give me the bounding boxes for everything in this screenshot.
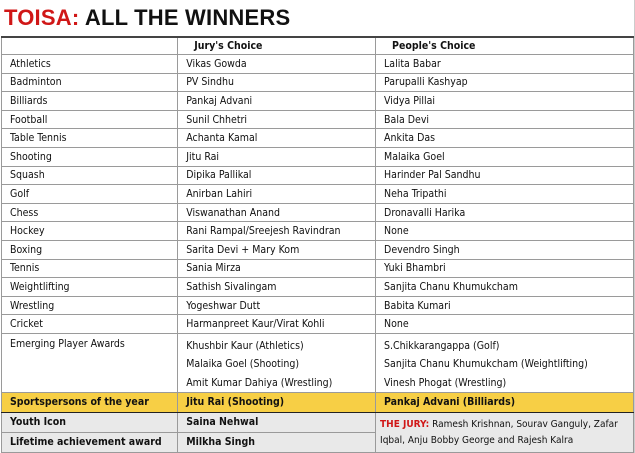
- header-row: [2, 37, 634, 55]
- table-row: [2, 73, 634, 92]
- people-choice-cell: Babita Kumari: [376, 296, 634, 315]
- category-cell: Squash: [2, 166, 178, 185]
- category-cell: Badminton: [2, 73, 178, 92]
- jury-choice-cell: Anirban Lahiri: [178, 185, 376, 204]
- jury-choice-cell: Pankaj Advani: [178, 92, 376, 111]
- emerging-people-entry: Sanjita Chanu Khumukcham (Weightlifting): [384, 358, 588, 371]
- jury-note-text: Ramesh Krishnan, Sourav Ganguly, Zafar Iqbal, Anju Bobby George and Rajesh Kalra: [380, 419, 618, 447]
- youth-icon-value-cell: Saina Nehwal: [178, 412, 376, 432]
- youth-icon-row: [2, 412, 634, 432]
- category-cell: Chess: [2, 203, 178, 222]
- title-prefix: TOISA:: [4, 5, 80, 30]
- category-cell: Shooting: [2, 147, 178, 166]
- jury-choice-cell: Sathish Sivalingam: [178, 278, 376, 297]
- jury-choice-cell: Rani Rampal/Sreejesh Ravindran: [178, 222, 376, 241]
- jury-note: [376, 415, 633, 449]
- people-choice-cell: Harinder Pal Sandhu: [376, 166, 634, 185]
- sportspersons-jury-cell: Jitu Rai (Shooting): [178, 392, 376, 412]
- emerging-jury-entry: Amit Kumar Dahiya (Wrestling): [186, 376, 333, 389]
- emerging-row: [2, 333, 634, 392]
- jury-choice-cell: Viswanathan Anand: [178, 203, 376, 222]
- category-cell: Table Tennis: [2, 129, 178, 148]
- jury-choice-cell: PV Sindhu: [178, 73, 376, 92]
- people-choice-cell: Devendro Singh: [376, 240, 634, 259]
- people-choice-cell: Malaika Goel: [376, 147, 634, 166]
- page-title: [0, 0, 635, 36]
- table-row: [2, 315, 634, 334]
- table-row: [2, 92, 634, 111]
- category-cell: Billiards: [2, 92, 178, 111]
- jury-choice-cell: Sunil Chhetri: [178, 110, 376, 129]
- category-cell: Athletics: [2, 55, 178, 74]
- winners-table: [1, 36, 634, 453]
- jury-note-cell: [376, 412, 634, 452]
- jury-note-label: THE JURY:: [380, 419, 430, 431]
- table-row: [2, 259, 634, 278]
- people-choice-cell: None: [376, 222, 634, 241]
- table-row: [2, 278, 634, 297]
- jury-choice-cell: Sania Mirza: [178, 259, 376, 278]
- lifetime-category-cell: Lifetime achievement award: [2, 432, 178, 452]
- people-choice-cell: Lalita Babar: [376, 55, 634, 74]
- table-row: [2, 240, 634, 259]
- table-row: [2, 147, 634, 166]
- category-cell: Boxing: [2, 240, 178, 259]
- title-text: ALL THE WINNERS: [84, 5, 291, 30]
- jury-choice-cell: Vikas Gowda: [178, 55, 376, 74]
- emerging-category-cell: Emerging Player Awards: [2, 333, 178, 392]
- jury-choice-cell: Achanta Kamal: [178, 129, 376, 148]
- people-choice-cell: Bala Devi: [376, 110, 634, 129]
- table-row: [2, 203, 634, 222]
- emerging-jury-entry: Malaika Goel (Shooting): [186, 358, 300, 371]
- people-choice-cell: Parupalli Kashyap: [376, 73, 634, 92]
- emerging-people-entry: S.Chikkarangappa (Golf): [384, 339, 500, 352]
- jury-choice-cell: Dipika Pallikal: [178, 166, 376, 185]
- category-cell: Tennis: [2, 259, 178, 278]
- sportspersons-category-cell: Sportspersons of the year: [2, 392, 178, 412]
- table-row: [2, 185, 634, 204]
- header-people: People's Choice: [376, 37, 634, 55]
- sportspersons-row: [2, 392, 634, 412]
- people-choice-cell: Sanjita Chanu Khumukcham: [376, 278, 634, 297]
- category-cell: Wrestling: [2, 296, 178, 315]
- table-row: [2, 296, 634, 315]
- category-cell: Hockey: [2, 222, 178, 241]
- emerging-people-entry: Vinesh Phogat (Wrestling): [384, 376, 507, 389]
- header-category: [2, 37, 178, 55]
- sportspersons-people-cell: Pankaj Advani (Billiards): [376, 392, 634, 412]
- youth-icon-category-cell: Youth Icon: [2, 412, 178, 432]
- emerging-jury-entry: Khushbir Kaur (Athletics): [186, 339, 304, 352]
- people-choice-cell: Yuki Bhambri: [376, 259, 634, 278]
- people-choice-cell: Neha Tripathi: [376, 185, 634, 204]
- emerging-people-cell: [376, 333, 634, 392]
- header-jury: Jury's Choice: [178, 37, 376, 55]
- table-row: [2, 222, 634, 241]
- table-row: [2, 55, 634, 74]
- lifetime-value-cell: Milkha Singh: [178, 432, 376, 452]
- category-cell: Golf: [2, 185, 178, 204]
- emerging-jury-cell: [178, 333, 376, 392]
- category-cell: Cricket: [2, 315, 178, 334]
- jury-choice-cell: Sarita Devi + Mary Kom: [178, 240, 376, 259]
- jury-choice-cell: Yogeshwar Dutt: [178, 296, 376, 315]
- table-row: [2, 129, 634, 148]
- jury-choice-cell: Harmanpreet Kaur/Virat Kohli: [178, 315, 376, 334]
- jury-choice-cell: Jitu Rai: [178, 147, 376, 166]
- people-choice-cell: Ankita Das: [376, 129, 634, 148]
- table-row: [2, 166, 634, 185]
- category-cell: Football: [2, 110, 178, 129]
- category-cell: Weightlifting: [2, 278, 178, 297]
- people-choice-cell: None: [376, 315, 634, 334]
- table-row: [2, 110, 634, 129]
- people-choice-cell: Vidya Pillai: [376, 92, 634, 111]
- people-choice-cell: Dronavalli Harika: [376, 203, 634, 222]
